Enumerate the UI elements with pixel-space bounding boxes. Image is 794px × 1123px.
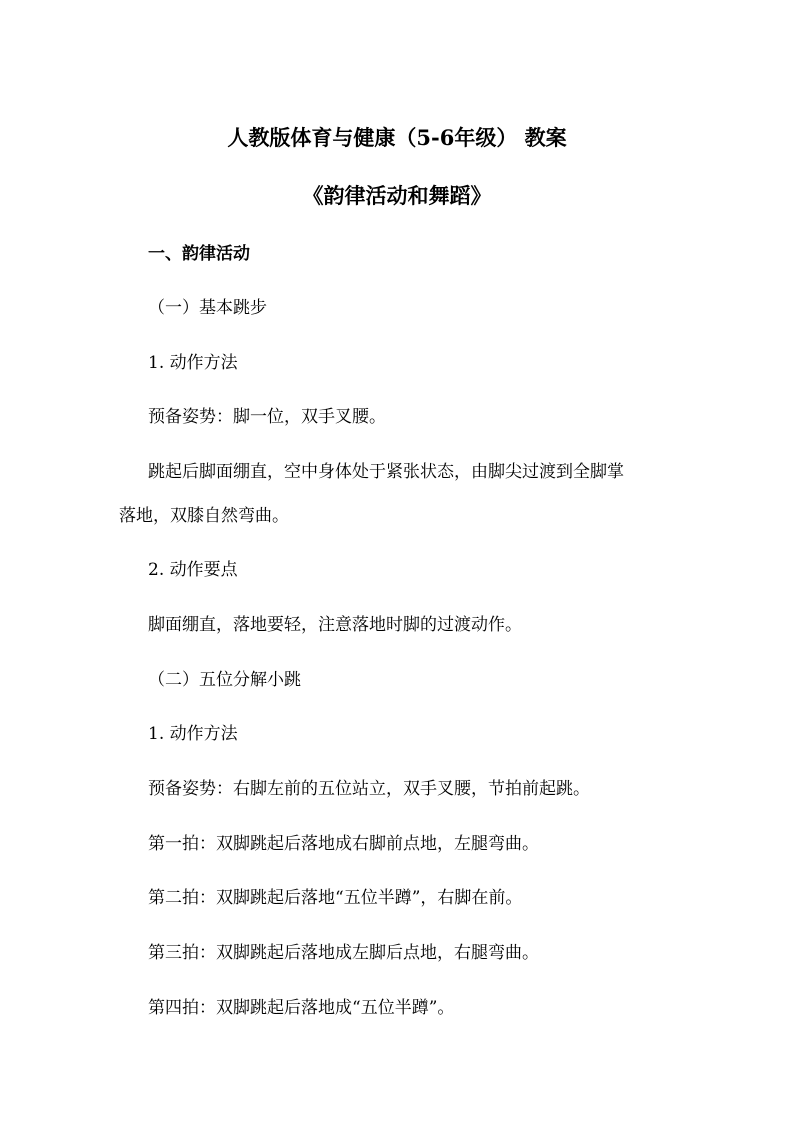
item-heading: 1. 动作方法 bbox=[148, 353, 238, 373]
paragraph: 跳起后脚面绷直，空中身体处于紧张状态，由脚尖过渡到全脚掌 bbox=[148, 462, 624, 482]
item-heading: 1. 动作方法 bbox=[148, 724, 238, 744]
paragraph: 预备姿势：脚一位，双手叉腰。 bbox=[148, 407, 386, 427]
paragraph: 第二拍：双脚跳起后落地“五位半蹲”，右脚在前。 bbox=[148, 888, 523, 908]
paragraph: 第三拍：双脚跳起后落地成左脚后点地，右腿弯曲。 bbox=[148, 943, 539, 963]
paragraph: 第一拍：双脚跳起后落地成右脚前点地，左腿弯曲。 bbox=[148, 834, 539, 854]
subsection-heading: （二）五位分解小跳 bbox=[148, 670, 301, 690]
item-heading: 2. 动作要点 bbox=[148, 560, 238, 580]
subsection-heading: （一）基本跳步 bbox=[148, 298, 267, 318]
document-subtitle: 《韵律活动和舞蹈》 bbox=[302, 183, 492, 208]
paragraph: 第四拍：双脚跳起后落地成“五位半蹲”。 bbox=[148, 998, 455, 1018]
section-heading: 一、韵律活动 bbox=[148, 244, 250, 264]
paragraph: 落地，双膝自然弯曲。 bbox=[119, 506, 289, 526]
document-title: 人教版体育与健康（5-6年级） 教案 bbox=[227, 125, 567, 150]
paragraph: 脚面绷直，落地要轻，注意落地时脚的过渡动作。 bbox=[148, 615, 522, 635]
paragraph: 预备姿势：右脚左前的五位站立，双手叉腰，节拍前起跳。 bbox=[148, 779, 590, 799]
